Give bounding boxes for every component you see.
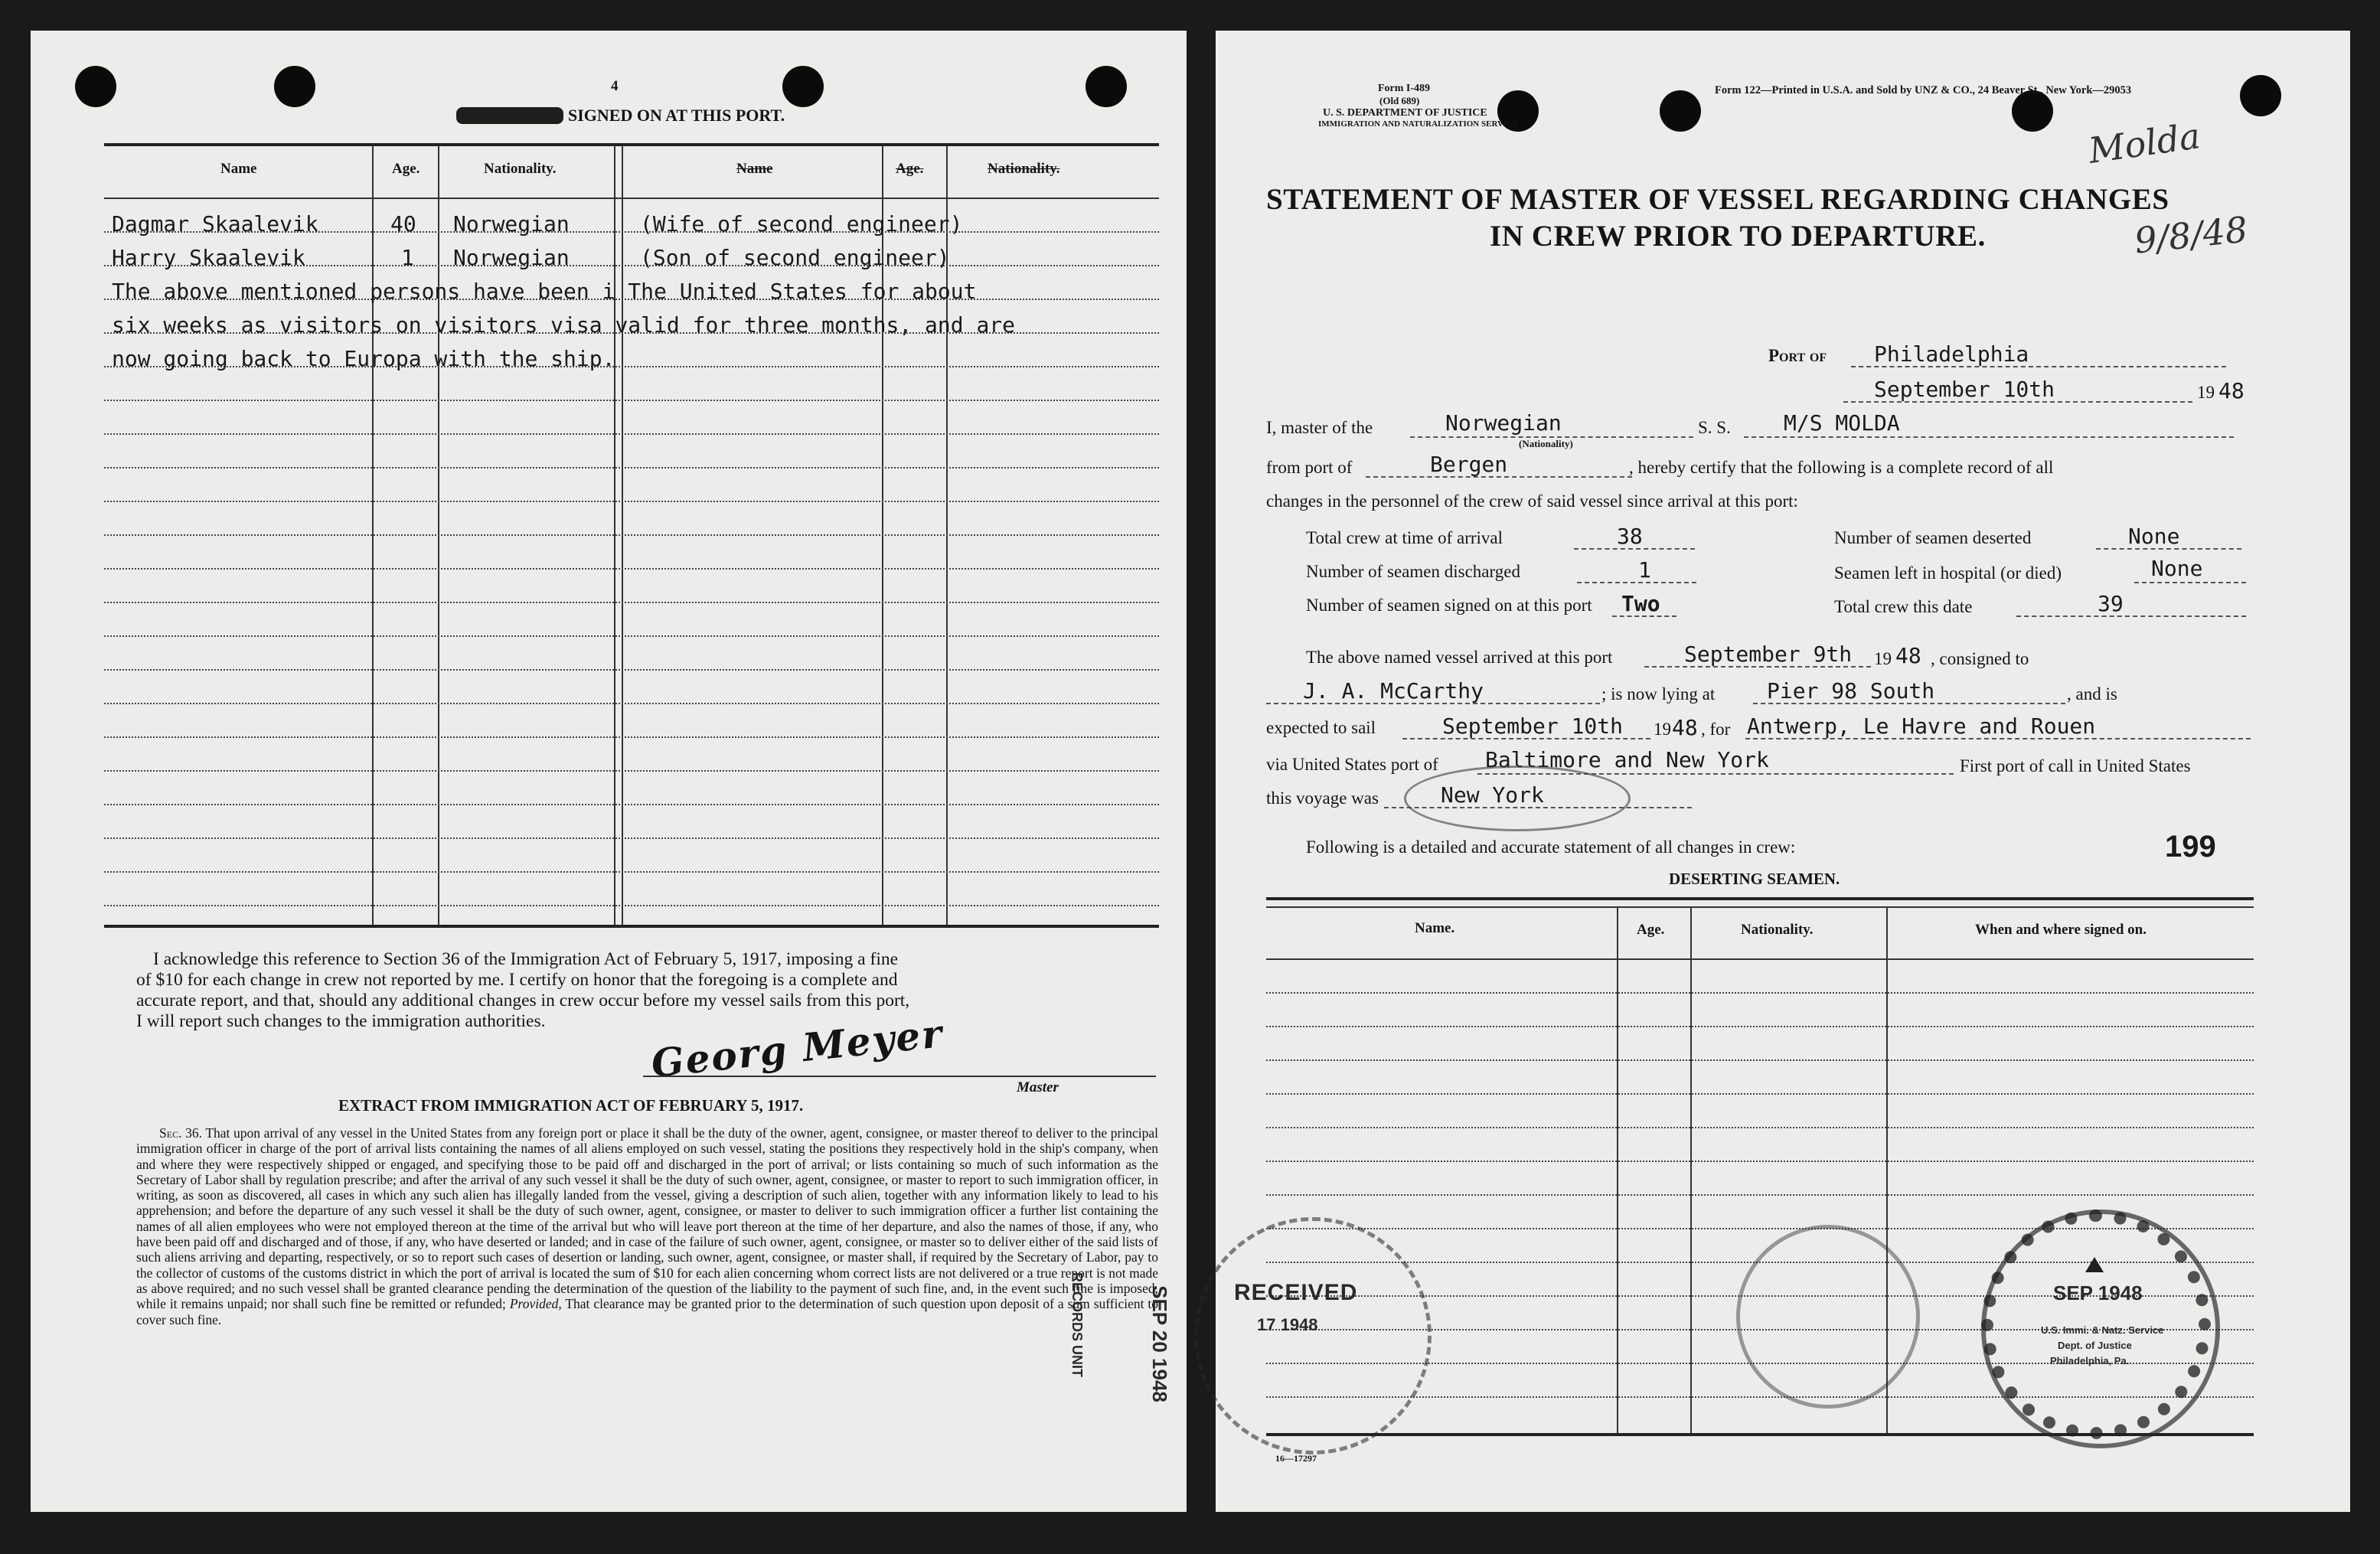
deserting-header: DESERTING SEAMEN. — [1669, 870, 1840, 888]
row-rule — [104, 534, 1159, 536]
title-line-2: IN CREW PRIOR TO DEPARTURE. — [1490, 220, 1986, 253]
total-date-label: Total crew this date — [1834, 597, 1973, 616]
hospital-label: Seamen left in hospital (or died) — [1834, 563, 2062, 583]
sail-value: September 10th — [1442, 713, 1624, 739]
sail-label: expected to sail — [1266, 718, 1376, 737]
deserting-col-age: Age. — [1637, 922, 1665, 938]
arrived-year-prefix: 19 — [1874, 649, 1892, 668]
row-rule — [104, 635, 1159, 637]
redaction-mark — [456, 107, 563, 124]
row-rule — [104, 837, 1159, 839]
from-port-value: Bergen — [1430, 452, 1508, 477]
column-rule — [622, 145, 623, 926]
punch-hole — [75, 66, 116, 107]
punch-hole — [782, 66, 824, 107]
row-rule — [104, 770, 1159, 772]
row-rule — [104, 871, 1159, 873]
column-rule — [614, 145, 615, 926]
master-label: Master — [1017, 1079, 1059, 1095]
discharged-value: 1 — [1638, 557, 1651, 583]
lying-label: ; is now lying at — [1601, 684, 1716, 704]
hospital-line — [2134, 582, 2246, 583]
row-rule — [104, 703, 1159, 704]
row-rule — [104, 736, 1159, 738]
extract-body-text: That upon arrival of any vessel in the United States from any foreign port or place it shall be the duty of the owner, agent, consignee, or master thereof to deliver to the principal immigration officer in charge of the port of arrival lists containing the names of all aliens employed on such vessel, stating the positions they respectively hold in the ship's company, when and where they were respectively shipped or engaged, and specifying those to be paid off and discharged in the port of arrival; or lists containing so much of such information as the Secretary of Labor shall by regulation prescribe; and after the arrival of any such vessel it shall be the duty of such owner, agent, consignee, or master to report to such immigration officer, in writing, as soon as discovered, all cases in which any such alien has illegally landed from the vessel, giving a description of such alien, together with any information likely to lead to his apprehension; and before the departure of any such vessel it shall be the duty of such owner, agent, consignee, or master to deliver to such immigration officer a further list containing the names of all alien employees who were not employed thereon at the time of the arrival but who will leave port thereon at the time of her departure, and also the names of those, if any, who have been paid off and discharged and of those, if any, who have deserted or landed; and in case of the failure of such owner, agent, consignee, or master so to deliver either of the said lists of such aliens arriving and departing, respectively, or so to report such cases of desertion or landing, such owner, agent, consignee, or master shall, if required by the Secretary of Labor, pay to the collector of customs of the customs district in which the port of arrival is located the sum of $10 for each alien concerning whom correct lists are not delivered or a true report is not made as above required; and no such vessel shall be granted clearance pending the determination of the question of the liability to the payment of such fine, and, in the event such fine is imposed, while it remains unpaid; nor shall such fine be remitted or refunded; — [136, 1125, 1158, 1312]
row-rule — [104, 501, 1159, 502]
row-rule — [104, 602, 1159, 603]
this-voyage-label: this voyage was — [1266, 788, 1379, 808]
entry-2-note: (Son of second engineer) — [640, 245, 950, 270]
acknowledgment-line-2: of $10 for each change in crew not reported by me. I certify on honor that the foregoing is a complete and — [136, 970, 898, 990]
acknowledgment-line-1: I acknowledge this reference to Section 36 of the Immigration Act of February 5, 1917, imposing a fine — [153, 949, 899, 969]
ins-stamp-dept: Dept. of Justice — [2058, 1340, 2132, 1351]
col-nationality: Nationality. — [484, 161, 557, 177]
row-rule — [104, 433, 1159, 435]
signature-line — [643, 1076, 1156, 1077]
deserted-label: Number of seamen deserted — [1834, 528, 2032, 547]
deserting-col-signed: When and where signed on. — [1975, 922, 2147, 938]
first-port-label: First port of call in United States — [1960, 756, 2191, 775]
col-name-2: Name — [736, 161, 773, 177]
deserting-row-rule — [1266, 1127, 2254, 1128]
punch-hole — [274, 66, 315, 107]
signed-on-label: Number of seamen signed on at this port — [1306, 596, 1592, 615]
arrived-label: The above named vessel arrived at this port — [1306, 648, 1613, 667]
nationality-value: Norwegian — [1445, 410, 1562, 436]
port-value: Philadelphia — [1874, 341, 2029, 367]
deserting-row-rule — [1266, 1059, 2254, 1061]
certify-text-2: changes in the personnel of the crew of said vessel since arrival at this port: — [1266, 491, 1798, 511]
handwritten-vessel: Molda — [2085, 115, 2203, 171]
signed-on-value: Two — [1621, 591, 1660, 616]
remark-line-2: six weeks as visitors on visitors visa valid for three months, and are — [112, 312, 1016, 338]
total-arrival-value: 38 — [1617, 524, 1643, 549]
ink-oval-mark — [1404, 766, 1631, 831]
ins-stamp-month: SEP 1948 — [2053, 1281, 2143, 1304]
following-label: Following is a detailed and accurate statement of all changes in crew: — [1306, 837, 1796, 857]
title-line-1: STATEMENT OF MASTER OF VESSEL REGARDING CHANGES — [1266, 183, 2169, 216]
entry-1-note: (Wife of second engineer) — [640, 211, 963, 237]
received-stamp-date: 17 1948 — [1257, 1315, 1318, 1334]
form-old: (Old 689) — [1379, 95, 1420, 106]
consignee-value: J. A. McCarthy — [1303, 678, 1484, 704]
sail-year-prefix: 19 — [1654, 720, 1671, 739]
arrived-value: September 9th — [1684, 642, 1853, 667]
deserting-row-rule — [1266, 1194, 2254, 1196]
service: IMMIGRATION AND NATURALIZATION SERVICE — [1318, 119, 1519, 129]
ss-label: S. S. — [1698, 418, 1731, 437]
deserted-value: None — [2128, 524, 2180, 549]
records-stamp-date: SEP 20 1948 — [1148, 1285, 1171, 1402]
ins-stamp-city: Philadelphia, Pa. — [2050, 1355, 2130, 1366]
vessel-value: M/S MOLDA — [1784, 410, 1900, 436]
and-is: , and is — [2067, 684, 2117, 704]
extract-text — [136, 1125, 1158, 1327]
row-rule — [104, 669, 1159, 671]
acknowledgment-line-4: I will report such changes to the immigration authorities. — [136, 1011, 546, 1031]
extract-title: EXTRACT FROM IMMIGRATION ACT OF FEBRUARY 5, 1917. — [338, 1096, 804, 1115]
hospital-value: None — [2151, 556, 2203, 581]
deserting-header-rule — [1266, 958, 2254, 960]
faint-circular-stamp — [1736, 1225, 1920, 1409]
nationality-caption: (Nationality) — [1519, 438, 1573, 449]
deserting-row-rule — [1266, 992, 2254, 994]
entry-2-age: 1 — [401, 245, 414, 270]
col-age-2: Age. — [896, 161, 924, 177]
page-number: 4 — [611, 78, 619, 94]
extract-end: That clearance may be granted prior to the determination of such question upon deposit of a sum sufficient to cover such fine. — [136, 1296, 1159, 1327]
deserting-top-rule — [1266, 897, 2254, 900]
row-rule — [104, 804, 1159, 805]
row-rule — [104, 905, 1159, 906]
printer-line: Form 122—Printed in U.S.A. and Sold by UNZ & CO., 24 Beaver St., New York—29053 — [1715, 84, 2132, 96]
discharged-label: Number of seamen discharged — [1306, 562, 1520, 581]
remark-line-3: now going back to Europa with the ship. — [112, 346, 615, 371]
first-port-value: New York — [1441, 782, 1544, 808]
via-value: Baltimore and New York — [1485, 747, 1769, 772]
row-rule — [104, 568, 1159, 570]
year-prefix: 19 — [2197, 383, 2215, 402]
remark-line-1: The above mentioned persons have been i The United States for about — [112, 279, 977, 304]
deserting-col-rule — [1617, 906, 1618, 1435]
deserting-col-name: Name. — [1415, 920, 1455, 936]
deserting-col-rule — [1690, 906, 1692, 1435]
stamped-number: 199 — [2165, 830, 2216, 864]
stamp-arrow-icon — [2085, 1257, 2104, 1272]
port-label: Port of — [1768, 346, 1827, 365]
total-date-value: 39 — [2098, 591, 2124, 616]
table-bottom-rule — [104, 925, 1159, 928]
via-label: via United States port of — [1266, 755, 1438, 774]
extract-section: Sec. 36. — [159, 1125, 202, 1141]
right-page — [1069, 31, 2350, 1512]
received-stamp-right-half — [1194, 1217, 1432, 1454]
entry-2-nationality: Norwegian — [453, 245, 570, 270]
header-bottom-rule — [104, 198, 1159, 199]
destination-value: Antwerp, Le Havre and Rouen — [1747, 713, 2096, 739]
lying-value: Pier 98 South — [1767, 678, 1935, 704]
left-page — [31, 31, 1187, 1512]
col-name: Name — [220, 161, 257, 177]
deserting-row-rule — [1266, 1093, 2254, 1095]
acknowledgment-line-3: accurate report, and that, should any additional changes in crew occur before my vessel sails from this port, — [136, 991, 910, 1010]
sail-year: 48 — [1672, 715, 1698, 740]
deserting-row-rule — [1266, 1026, 2254, 1027]
deserting-top-rule-2 — [1266, 906, 2254, 908]
deserting-row-rule — [1266, 1161, 2254, 1162]
extract-provided: Provided, — [509, 1296, 562, 1312]
for-label: , for — [1701, 720, 1731, 739]
row-rule — [104, 467, 1159, 468]
entry-2-name: Harry Skaalevik — [112, 245, 305, 270]
column-rule — [438, 145, 439, 926]
punch-hole — [1660, 90, 1701, 132]
entry-1-nationality: Norwegian — [453, 211, 570, 237]
department: U. S. DEPARTMENT OF JUSTICE — [1323, 107, 1487, 119]
deserting-col-nationality: Nationality. — [1741, 922, 1814, 938]
section-header: SIGNED ON AT THIS PORT. — [568, 106, 785, 125]
punch-hole — [1086, 66, 1127, 107]
consigned-label: , consigned to — [1931, 649, 2029, 668]
vessel-line — [1744, 436, 2234, 438]
col-age: Age. — [392, 161, 420, 177]
punch-hole — [2240, 75, 2281, 116]
from-port-label: from port of — [1266, 458, 1353, 477]
total-arrival-label: Total crew at time of arrival — [1306, 528, 1503, 547]
arrived-year: 48 — [1895, 643, 1921, 668]
master-of-label: I, master of the — [1266, 418, 1373, 437]
year-value: 48 — [2218, 378, 2245, 403]
date-value: September 10th — [1874, 377, 2055, 402]
column-rule — [372, 145, 374, 926]
entry-1-age: 40 — [390, 211, 416, 237]
form-code: 16—17297 — [1275, 1453, 1317, 1464]
total-date-line — [2016, 615, 2246, 617]
header-rule — [104, 143, 1159, 146]
handwritten-date: 9/8/48 — [2132, 208, 2250, 262]
col-nationality-2: Nationality. — [988, 161, 1060, 177]
ins-stamp-service: U.S. Immi. & Natz. Service — [2041, 1324, 2164, 1336]
discharged-line — [1577, 582, 1696, 583]
received-stamp-text: RECEIVED — [1234, 1280, 1358, 1305]
master-signature: Georg Meyer — [648, 1010, 945, 1086]
entry-1-name: Dagmar Skaalevik — [112, 211, 318, 237]
form-number: Form I-489 — [1378, 83, 1431, 94]
row-rule — [104, 400, 1159, 401]
certify-text: , hereby certify that the following is a complete record of all — [1629, 458, 2054, 477]
records-stamp-text: RECORDS UNIT — [1069, 1272, 1086, 1378]
